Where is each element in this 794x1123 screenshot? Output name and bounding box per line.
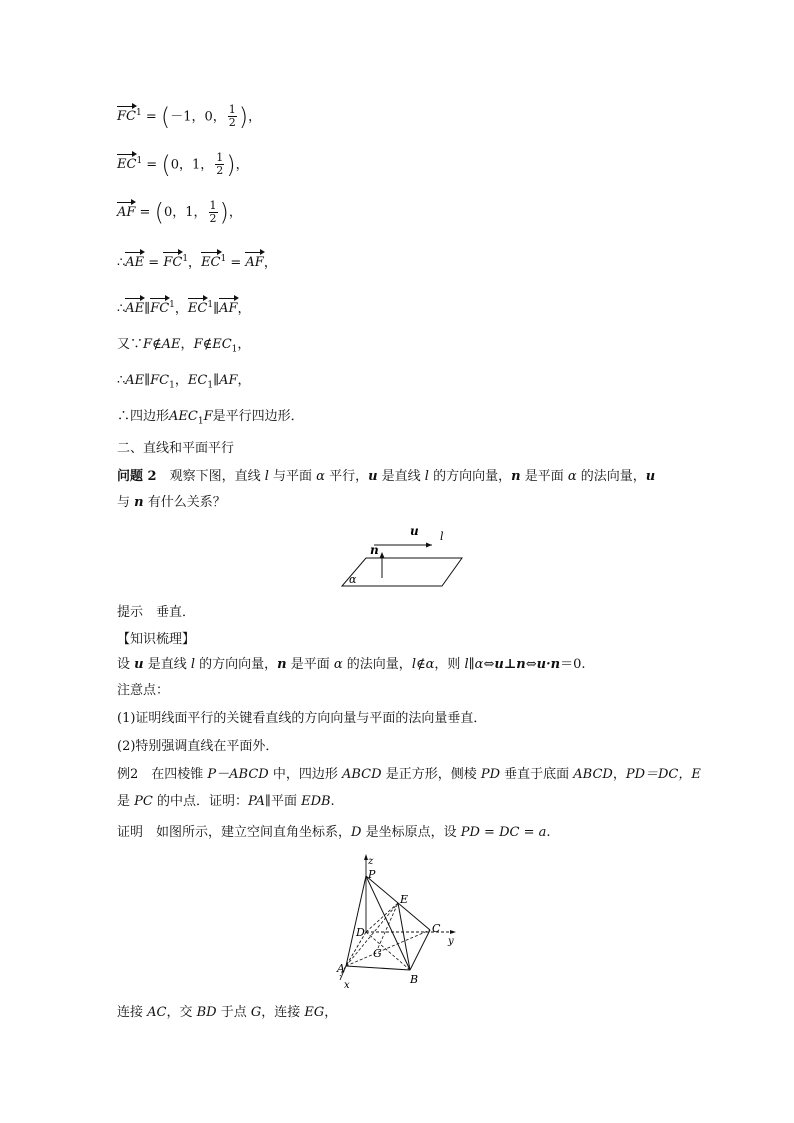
label-y: y	[448, 936, 454, 947]
edge-PA	[346, 876, 366, 966]
text: 垂直于底面	[500, 767, 574, 782]
label-u: u	[410, 524, 419, 538]
math: BD	[196, 1005, 217, 1020]
punct: ，	[237, 301, 251, 317]
plane-alpha	[342, 558, 462, 586]
edge-BC	[410, 930, 430, 970]
vector-ae: AE	[125, 255, 145, 271]
math: PA∥	[247, 794, 271, 809]
text: 是平面	[286, 657, 334, 672]
math: F∉AE	[143, 337, 181, 352]
text: 观察下图，直线	[156, 469, 265, 484]
math: α	[567, 469, 577, 484]
text: 的法向量，	[576, 469, 646, 484]
math: u	[368, 469, 378, 484]
math: n	[511, 469, 521, 484]
text: ，连接	[261, 1005, 305, 1020]
label-P: P	[368, 868, 376, 881]
section-heading: 二、直线和平面平行	[117, 441, 235, 456]
formula-fc1	[117, 104, 261, 129]
text: 连接	[117, 1005, 148, 1020]
formula-ec1	[117, 152, 249, 177]
math: PC	[134, 794, 153, 809]
label-E: E	[400, 893, 409, 906]
lparen: (	[154, 198, 164, 227]
punct: ，	[263, 255, 277, 271]
math: ，E	[678, 767, 701, 782]
rparen: )	[238, 102, 249, 131]
math: α	[333, 657, 343, 672]
text: 是直线	[377, 469, 425, 484]
iff: ⇔	[525, 657, 537, 672]
math: P－ABCD	[207, 767, 269, 782]
text: .	[330, 794, 335, 809]
vector-ec: EC	[201, 255, 221, 271]
example-label: 例2	[117, 767, 139, 782]
math: ABCD	[573, 767, 613, 782]
sup: 1	[220, 254, 227, 264]
sup: 1	[169, 300, 175, 310]
sup: 1	[135, 108, 142, 118]
equals: =	[135, 205, 155, 220]
math: l∥α	[464, 657, 484, 672]
coords: 0，1，	[170, 157, 214, 173]
punct: ，	[180, 337, 194, 352]
note-title: 注意点：	[117, 683, 170, 698]
fraction	[215, 152, 224, 177]
math: u⊥n	[494, 657, 526, 672]
formula-af	[117, 200, 242, 225]
math: l	[190, 657, 196, 672]
math: G	[250, 1005, 262, 1020]
therefore-sign: ∴	[117, 255, 126, 271]
subscript: 1	[169, 380, 175, 391]
text: 的方向向量，	[428, 469, 512, 484]
math: EG	[304, 1005, 325, 1020]
text: ，交	[166, 1005, 197, 1020]
hint-label: 提示	[117, 605, 144, 620]
text: =	[519, 825, 539, 840]
last-line	[117, 1004, 337, 1022]
therefore-sign: ∴	[117, 373, 126, 388]
example-2-line2	[117, 793, 335, 811]
label-l: l	[440, 530, 444, 543]
punct: ，	[174, 301, 188, 317]
numerator: 1	[228, 103, 236, 117]
math: l	[424, 469, 429, 484]
text: 垂直．	[143, 605, 196, 620]
example-2-line1	[117, 766, 701, 784]
punct: ，	[188, 255, 202, 271]
edge-EB	[398, 903, 410, 970]
rparen: )	[226, 150, 236, 179]
edge-AB	[346, 966, 410, 970]
subscript: 1	[231, 344, 238, 355]
vector-ec: EC	[117, 157, 137, 173]
lparen: (	[160, 102, 171, 131]
text: 于点	[216, 1005, 251, 1020]
fraction	[228, 104, 237, 129]
punct: ，	[237, 373, 251, 388]
math: EDB	[301, 794, 331, 809]
text: ，则	[434, 657, 465, 672]
punct: ，	[228, 205, 242, 220]
denominator: 2	[216, 164, 224, 178]
subscript: 1	[207, 380, 214, 391]
note-1: (1)证明线面平行的关键看直线的方向向量与平面的法向量垂直．	[117, 711, 487, 726]
text: 是坐标原点，设	[361, 825, 461, 840]
math: F∉EC	[193, 337, 232, 352]
text: 有什么关系？	[143, 495, 226, 510]
text: .	[546, 825, 551, 840]
question-2-line2	[117, 494, 226, 512]
math: l∉α	[411, 657, 435, 672]
hint	[117, 604, 195, 622]
coords: 0，1，	[163, 205, 207, 220]
arrow-u	[426, 543, 432, 548]
punct: ，	[235, 157, 249, 173]
text: 是平行四边形．	[212, 409, 304, 424]
math: EC	[187, 373, 208, 388]
label-B: B	[410, 973, 419, 986]
question-2-line1	[117, 468, 655, 486]
vector-fc: FC	[163, 255, 183, 271]
sup: 1	[182, 254, 189, 264]
text: 与	[117, 495, 135, 510]
proof-line	[117, 824, 551, 842]
equals: =	[142, 157, 162, 173]
math: l	[264, 469, 269, 484]
y-arrow	[450, 930, 456, 934]
fraction	[209, 200, 218, 225]
math: u	[134, 657, 144, 672]
text: 又∵	[117, 337, 144, 352]
math: u	[645, 469, 656, 484]
vector-fc: FC	[117, 109, 136, 125]
text: 如图所示，建立空间直角坐标系，	[143, 825, 352, 840]
conclusion-parallelogram	[117, 408, 304, 431]
label-n: n	[370, 543, 379, 557]
equals: =	[226, 255, 246, 271]
text: 的法向量，	[342, 657, 412, 672]
punct: ，	[237, 337, 251, 352]
equals: =	[144, 255, 164, 271]
therefore-sign: ∴	[117, 409, 131, 424]
numerator: 1	[216, 151, 224, 165]
label-x: x	[344, 980, 350, 991]
arrow-n	[380, 552, 385, 558]
rparen: )	[219, 198, 229, 227]
math: DC	[499, 825, 520, 840]
numerator: 1	[209, 199, 217, 212]
sup: 1	[136, 156, 143, 166]
math: ABCD	[342, 767, 382, 782]
vector-fc: FC	[150, 301, 170, 317]
parallel-sign: ∥	[144, 301, 151, 317]
math: α	[316, 469, 325, 484]
text: ，	[324, 1005, 338, 1020]
math: u·n	[536, 657, 561, 672]
math: PD＝DC	[625, 767, 679, 782]
sup: 1	[207, 300, 214, 310]
formula-parallel-vectors	[117, 296, 251, 318]
coords: －1，0，	[170, 109, 226, 125]
text: =	[479, 825, 500, 840]
math: a	[538, 825, 547, 840]
segment-GE	[378, 903, 398, 948]
label-alpha: α	[349, 573, 357, 586]
label-z: z	[368, 856, 374, 867]
vector-af: AF	[245, 255, 264, 271]
knowledge-heading: 【知识梳理】	[117, 632, 196, 647]
text: 与平面	[268, 469, 317, 484]
proof-label: 证明	[117, 825, 144, 840]
text: 平面	[270, 794, 302, 809]
lparen: (	[161, 150, 171, 179]
formula-f-not-on	[117, 336, 250, 359]
text: 的方向向量，	[195, 657, 278, 672]
formula-equal-vectors	[117, 250, 277, 272]
math: PD	[460, 825, 480, 840]
text: ，	[612, 767, 626, 782]
pyramid-figure	[330, 852, 465, 992]
text: 四边形	[130, 409, 170, 424]
text: 是直线	[143, 657, 191, 672]
math: PD	[480, 767, 500, 782]
label-D: D	[356, 926, 365, 939]
formula-lines-parallel	[117, 372, 251, 395]
text: 平行，	[324, 469, 369, 484]
vector-af: AF	[219, 301, 238, 317]
question-label: 问题 2	[117, 469, 157, 484]
therefore-sign: ∴	[117, 301, 126, 317]
text: 的中点．证明：	[152, 794, 248, 809]
math: n	[134, 495, 144, 510]
plane-vector-figure	[330, 518, 470, 590]
iff: ⇔	[483, 657, 495, 672]
math: AE∥FC	[125, 373, 170, 388]
denominator: 2	[228, 116, 236, 130]
label-G: G	[373, 947, 382, 960]
text: 设	[117, 657, 135, 672]
text: 是平面	[520, 469, 568, 484]
label-A: A	[337, 962, 345, 975]
text: 在四棱锥	[138, 767, 208, 782]
equals: =	[141, 109, 161, 125]
text: 是正方形，侧棱	[381, 767, 481, 782]
math: AC	[147, 1005, 167, 1020]
subscript: 1	[197, 416, 204, 427]
punct: ，	[174, 373, 188, 388]
knowledge-statement	[117, 656, 586, 674]
edge-DE	[366, 903, 398, 932]
label-C: C	[432, 922, 441, 935]
vector-ec: EC	[187, 301, 208, 317]
vector-ae: AE	[125, 301, 145, 317]
text: ＝0.	[560, 657, 586, 672]
math: ∥AF	[213, 373, 238, 388]
vector-af: AF	[117, 205, 136, 220]
denominator: 2	[209, 212, 217, 225]
punct: ，	[248, 109, 262, 125]
math: F	[203, 409, 213, 424]
note-2: (2)特别强调直线在平面外．	[117, 739, 279, 754]
math: AEC	[169, 409, 198, 424]
text: 中，四边形	[268, 767, 342, 782]
parallel-sign: ∥	[213, 301, 220, 317]
math: D	[351, 825, 362, 840]
math: n	[277, 657, 287, 672]
text: 是	[117, 794, 135, 809]
segment-AE	[346, 903, 398, 966]
